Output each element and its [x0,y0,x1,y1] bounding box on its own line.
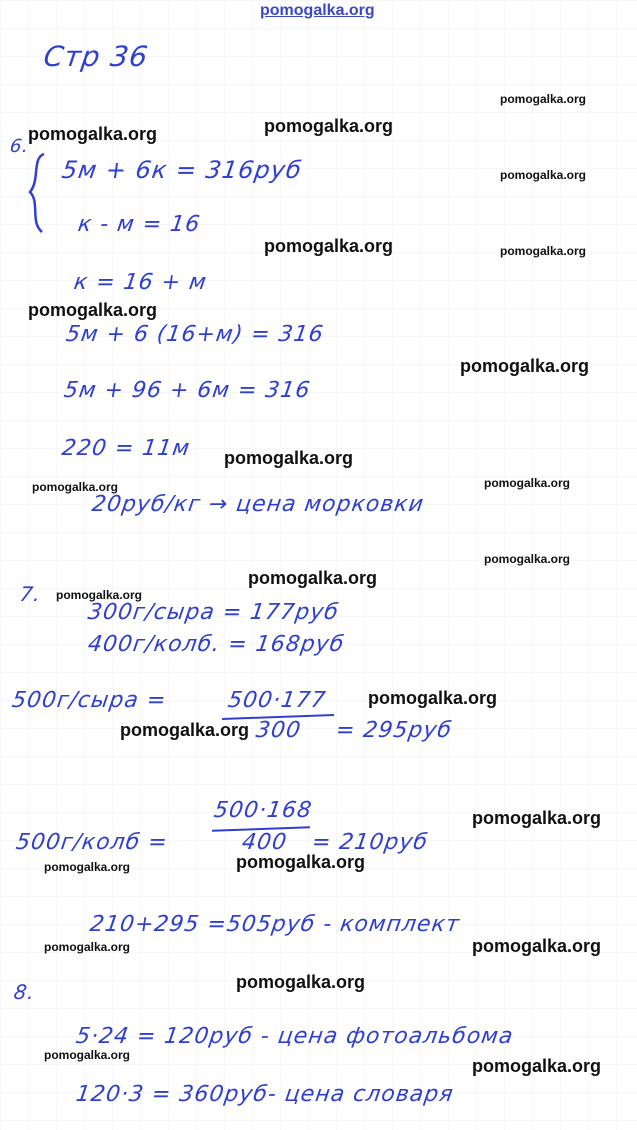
watermark-large: pomogalka.org [472,808,602,828]
task7-sausage-left: 500г/колб = [14,830,170,855]
task7-cheese-numerator: 500·177 [226,688,328,713]
watermark-small: pomogalka.org [56,588,143,602]
task7-cheese-result: = 295руб [334,718,454,743]
system-brace [22,150,52,236]
watermark-large: pomogalka.org [236,972,366,992]
task7-sausage-denominator: 400 [240,830,289,855]
task6-system-line2: к - м = 16 [76,212,202,237]
watermark-small: pomogalka.org [500,168,587,182]
watermark-small: pomogalka.org [500,244,587,258]
watermark-large: pomogalka.org [28,300,158,320]
watermark-large: pomogalka.org [120,720,250,740]
watermark-large: pomogalka.org [472,1056,602,1076]
watermark-large: pomogalka.org [264,116,394,136]
page-label: Стр 36 [41,40,151,73]
watermark-large: pomogalka.org [460,356,590,376]
task6-number: 6. [8,136,31,157]
task6-step1: к = 16 + м [72,270,209,295]
task6-answer: 20руб/кг → цена морковки [90,492,426,517]
task7-cheese-left: 500г/сыра = [10,688,169,713]
watermark-large: pomogalka.org [28,124,158,144]
task8-number: 8. [12,980,37,1004]
watermark-large: pomogalka.org [368,688,498,708]
task6-system-line1: 5м + 6к = 316руб [60,156,304,184]
watermark-large: pomogalka.org [472,936,602,956]
watermark-small: pomogalka.org [484,552,571,566]
top-watermark: pomogalka.org [260,2,375,19]
task7-given1: 300г/сыра = 177руб [86,600,341,625]
watermark-large: pomogalka.org [264,236,394,256]
watermark-small: pomogalka.org [44,1048,131,1062]
watermark-large: pomogalka.org [236,852,366,872]
task7-cheese-denominator: 300 [254,718,303,743]
watermark-small: pomogalka.org [500,92,587,106]
task7-sausage-result: = 210руб [310,830,430,855]
watermark-large: pomogalka.org [248,568,378,588]
task6-step3: 5м + 96 + 6м = 316 [62,378,313,403]
task7-number: 7. [18,582,43,606]
task6-step2: 5м + 6 (16+м) = 316 [64,322,326,347]
watermark-small: pomogalka.org [32,480,119,494]
task8-line1: 5·24 = 120руб - цена фотоальбома [74,1024,516,1049]
watermark-large: pomogalka.org [224,448,354,468]
watermark-small: pomogalka.org [484,476,571,490]
task6-step4: 220 = 11м [60,436,192,461]
watermark-small: pomogalka.org [44,860,131,874]
task7-total: 210+295 =505руб - комплект [88,912,462,937]
watermark-small: pomogalka.org [44,940,131,954]
task8-line2: 120·3 = 360руб- цена словаря [74,1082,456,1107]
task7-given2: 400г/колб. = 168руб [86,632,347,657]
task7-sausage-numerator: 500·168 [212,798,314,823]
